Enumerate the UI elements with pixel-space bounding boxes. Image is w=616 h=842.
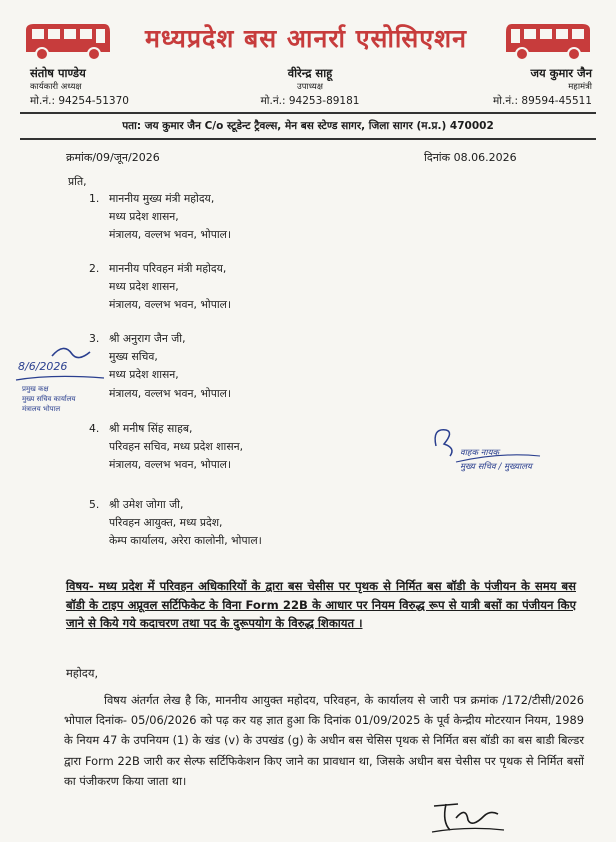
recipient-5 xyxy=(89,496,262,551)
recipient-4 xyxy=(89,420,244,475)
org-address: पता: जय कुमार जैन C/o स्टूडेन्ट ट्रैवल्स, मेन बस स्टेण्ड सागर, जिला सागर (म.प्र.) 470002 xyxy=(122,120,494,132)
recipient-line: मंत्रालय, वल्लभ भवन, भोपाल। xyxy=(109,458,232,472)
recipient-1 xyxy=(89,190,232,245)
org-name: मध्यप्रदेश बस आनर्रा एसोसिएशन xyxy=(144,24,468,53)
header-rule-bottom xyxy=(20,138,596,140)
recipient-3 xyxy=(89,330,232,403)
letter-date: दिनांक 08.06.2026 xyxy=(424,151,517,164)
recipient-line: मध्य प्रदेश शासन, xyxy=(109,210,179,224)
recipient-number: 5. xyxy=(89,498,100,511)
bus-logo-right xyxy=(502,18,594,62)
officer-post: महामंत्री xyxy=(568,82,592,92)
recipient-line: मध्य प्रदेश शासन, xyxy=(109,280,179,294)
left-annotation xyxy=(12,340,112,426)
recipient-number: 1. xyxy=(89,192,100,205)
salutation: महोदय, xyxy=(66,666,99,680)
officer-name: वीरेन्द्र साहू xyxy=(287,66,333,80)
recipient-line: मंत्रालय, वल्लभ भवन, भोपाल। xyxy=(109,386,232,400)
letter-body: विषय अंतर्गत लेख है कि, माननीय आयुक्त महोदय, परिवहन, के कार्यालय से जारी पत्र क्रमांक /172/टीसी/2026 भोपाल दिनांक- 05/06/2026 को पढ़ कर यह ज्ञात हुआ कि दिनांक 01/09/2025 के पूर्व केन्द्रीय मोटरयान नियम, 1989 के नियम 47 के उपनियम (1) के खंड (v) के उपखंड (g) के अधीन बस चेसिस पृथक से निर्मित बस बॉडी का बस बाडी बिल्डर द्वारा Form 22B जारी कर सेल्फ सर्टिफिकेशन किए जाने का प्रावधान था, जिसके अधीन बस चेसीस पर पृथक से निर्मित बसों का पंजीकरण किया जाता था। xyxy=(64,693,584,788)
officer-mobile: मो.नं.: 89594-45511 xyxy=(493,95,592,107)
right-annotation-line: मुख्य सचिव / मुख्यालय xyxy=(460,462,532,472)
letter-subject xyxy=(66,577,576,633)
recipient-line: मध्य प्रदेश शासन, xyxy=(109,368,179,382)
right-annotation xyxy=(430,422,560,492)
recipient-number: 3. xyxy=(89,332,100,345)
left-annotation-line: मंत्रालय भोपाल xyxy=(22,405,61,413)
recipient-line: मुख्य सचिव, xyxy=(109,350,158,364)
recipient-number: 2. xyxy=(89,262,100,275)
reference-number: क्रमांक/09/जून/2026 xyxy=(66,151,160,164)
recipient-line: माननीय मुख्य मंत्री महोदय, xyxy=(109,192,215,205)
recipient-line: माननीय परिवहन मंत्री महोदय, xyxy=(109,262,227,275)
recipient-line: मंत्रालय, वल्लभ भवन, भोपाल। xyxy=(109,228,232,242)
subject-text: विषय- मध्य प्रदेश में परिवहन अधिकारियों के द्वारा बस चेसीस पर पृथक से निर्मित बस बॉडी के पंजीयन के समय बस बॉडी के टाइप अप्रूवल सर्टिफिकेट के विना Form 22B के आधार पर नियम विरुद्ध रूप से यात्री बसों का पंजीयन किए जाने से किये गये कदाचरण तथा पद के दुरूपयोग के विरुद्ध शिकायत । xyxy=(66,579,576,630)
officer-mobile: मो.नं.: 94254-51370 xyxy=(30,95,129,107)
recipient-line: श्री उमेश जोगा जी, xyxy=(109,498,184,511)
recipient-line: परिवहन आयुक्त, मध्य प्रदेश, xyxy=(109,516,223,530)
recipient-line: परिवहन सचिव, मध्य प्रदेश शासन, xyxy=(109,440,244,454)
recipient-2 xyxy=(89,260,232,315)
officer-post: उपाध्यक्ष xyxy=(297,82,323,92)
officer-1 xyxy=(30,66,180,108)
bus-logo-left xyxy=(22,18,114,62)
officer-mobile: मो.नं.: 94253-89181 xyxy=(260,95,360,107)
left-annotation-date: 8/6/2026 xyxy=(18,360,68,373)
recipient-line: श्री मनीष सिंह साहब, xyxy=(109,422,193,435)
recipient-line: केम्प कार्यालय, अरेरा कालोनी, भोपाल। xyxy=(109,534,262,548)
recipient-line: श्री अनुराग जैन जी, xyxy=(109,332,186,345)
left-annotation-line: मुख्य सचिव कार्यालय xyxy=(22,395,76,403)
signature xyxy=(428,792,508,838)
right-annotation-line: वाहक नायक xyxy=(460,448,500,458)
officer-name: जय कुमार जैन xyxy=(530,66,592,80)
officer-post: कार्यकारी अध्यक्ष xyxy=(30,82,82,92)
to-label: प्रति, xyxy=(68,175,87,188)
officer-2 xyxy=(230,66,390,108)
recipient-line: मंत्रालय, वल्लभ भवन, भोपाल। xyxy=(109,298,232,312)
recipient-number: 4. xyxy=(89,422,100,435)
officer-3 xyxy=(452,66,592,108)
header-rule-top xyxy=(20,112,596,114)
left-annotation-line: प्रमुख कक्ष xyxy=(22,385,49,393)
officer-name: संतोष पाण्डेय xyxy=(30,66,86,80)
